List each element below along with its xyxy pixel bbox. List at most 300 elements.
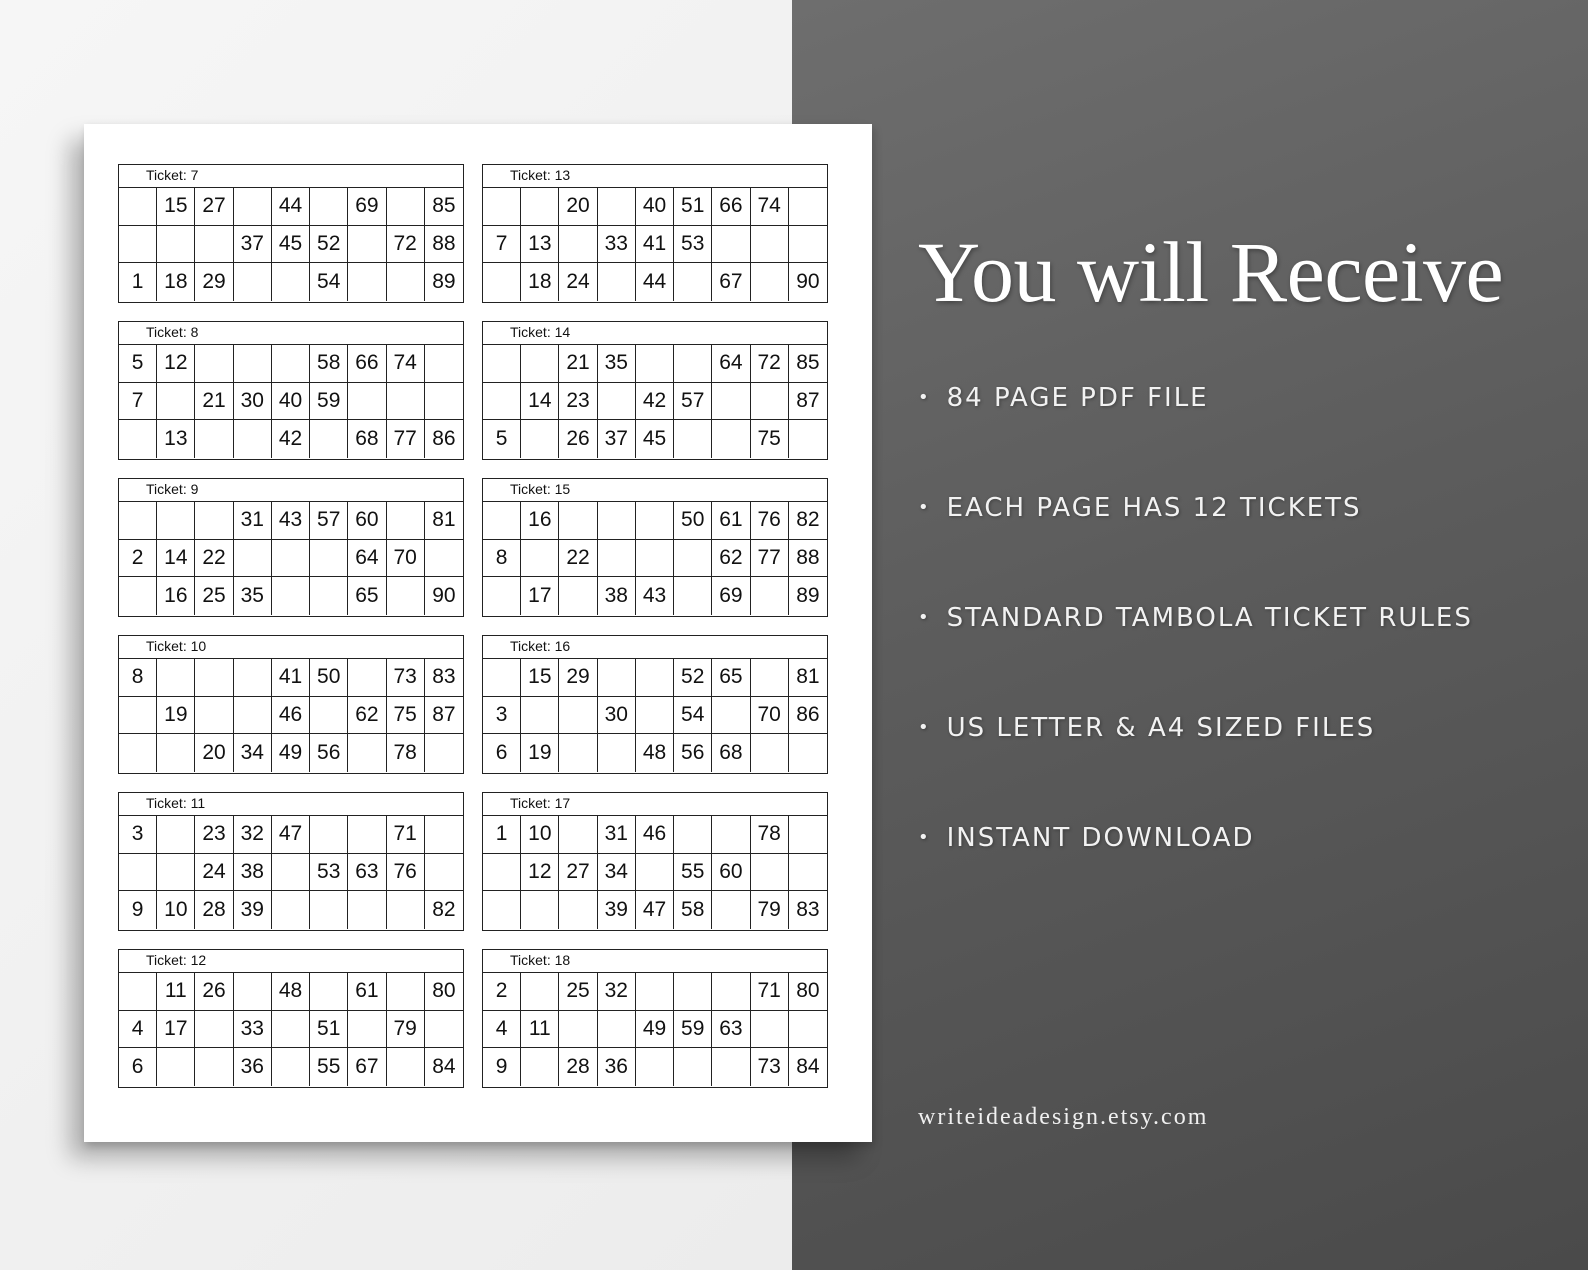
ticket-cell: 83 bbox=[796, 898, 820, 922]
ticket-cell: 67 bbox=[712, 263, 750, 301]
ticket-cell: 9 bbox=[483, 1048, 521, 1086]
ticket-cell: 11 bbox=[157, 973, 195, 1011]
ticket-cell: 60 bbox=[712, 854, 750, 892]
ticket-cell bbox=[598, 1011, 636, 1049]
ticket-cell bbox=[195, 1048, 233, 1086]
ticket-cell bbox=[521, 1048, 559, 1086]
ticket-cell bbox=[598, 263, 636, 301]
ticket-cell bbox=[559, 816, 597, 854]
ticket-cell: 20 bbox=[195, 734, 233, 772]
ticket-cell: 8 bbox=[119, 659, 157, 697]
ticket-cell: 51 bbox=[310, 1011, 348, 1049]
ticket-cell: 57 bbox=[674, 383, 712, 421]
bullet-icon: • bbox=[918, 827, 931, 848]
ticket-cell bbox=[234, 188, 272, 226]
ticket-label: Ticket: 10 bbox=[119, 636, 463, 659]
ticket-cell: 9 bbox=[119, 891, 157, 929]
ticket-cell: 77 bbox=[387, 420, 425, 458]
ticket-cell bbox=[348, 383, 386, 421]
ticket-cell bbox=[234, 263, 272, 301]
ticket-cell bbox=[234, 697, 272, 735]
ticket-cell: 62 bbox=[348, 697, 386, 735]
ticket-cell: 28 bbox=[559, 1048, 597, 1086]
feature-text: STANDARD TAMBOLA TICKET RULES bbox=[946, 603, 1473, 633]
ticket-cell: 89 bbox=[432, 270, 456, 294]
ticket-label: Ticket: 17 bbox=[483, 793, 827, 816]
ticket-cell: 75 bbox=[387, 697, 425, 735]
ticket-cell bbox=[195, 226, 233, 264]
ticket-cell bbox=[310, 973, 348, 1011]
ticket-cell bbox=[483, 659, 521, 697]
ticket-cell: 12 bbox=[521, 854, 559, 892]
ticket-cell bbox=[559, 577, 597, 615]
ticket-cell: 2 bbox=[119, 540, 157, 578]
ticket-cell bbox=[272, 263, 310, 301]
ticket-cell: 17 bbox=[157, 1011, 195, 1049]
ticket-cell bbox=[387, 973, 425, 1011]
ticket-cell: 16 bbox=[157, 577, 195, 615]
feature-text: EACH PAGE HAS 12 TICKETS bbox=[946, 493, 1362, 523]
ticket-cell: 72 bbox=[751, 345, 789, 383]
ticket-cell: 12 bbox=[157, 345, 195, 383]
ticket-cell: 71 bbox=[751, 973, 789, 1011]
ticket-cell: 79 bbox=[751, 891, 789, 929]
ticket-sheet bbox=[84, 124, 872, 1142]
ticket-cell: 33 bbox=[234, 1011, 272, 1049]
ticket-cell: 45 bbox=[636, 420, 674, 458]
ticket-cell: 40 bbox=[272, 383, 310, 421]
ticket-cell: 55 bbox=[310, 1048, 348, 1086]
ticket-grid bbox=[119, 345, 463, 458]
ticket-grid bbox=[119, 973, 463, 1086]
ticket-cell bbox=[348, 1011, 386, 1049]
ticket-cell: 46 bbox=[636, 816, 674, 854]
ticket-cell bbox=[598, 734, 636, 772]
ticket-cell: 37 bbox=[598, 420, 636, 458]
ticket-cell bbox=[310, 188, 348, 226]
ticket-cell bbox=[387, 188, 425, 226]
ticket-cell bbox=[521, 697, 559, 735]
ticket-label: Ticket: 11 bbox=[119, 793, 463, 816]
ticket-cell bbox=[387, 891, 425, 929]
ticket-cell bbox=[483, 383, 521, 421]
ticket-cell: 74 bbox=[751, 188, 789, 226]
ticket-cell bbox=[751, 383, 789, 421]
ticket-cell bbox=[521, 973, 559, 1011]
page-title: You will Receive bbox=[918, 224, 1504, 320]
bullet-icon: • bbox=[918, 717, 931, 738]
ticket-cell: 63 bbox=[712, 1011, 750, 1049]
ticket-cell: 70 bbox=[387, 540, 425, 578]
ticket-cell: 82 bbox=[432, 898, 456, 922]
ticket-card bbox=[482, 164, 828, 303]
ticket-cell bbox=[789, 854, 827, 892]
ticket-cell: 19 bbox=[157, 697, 195, 735]
ticket-cell bbox=[598, 502, 636, 540]
ticket-card bbox=[118, 635, 464, 774]
ticket-cell bbox=[348, 816, 386, 854]
ticket-cell: 37 bbox=[234, 226, 272, 264]
ticket-label: Ticket: 8 bbox=[119, 322, 463, 345]
ticket-cell bbox=[348, 263, 386, 301]
ticket-cell: 38 bbox=[234, 854, 272, 892]
ticket-cell: 61 bbox=[348, 973, 386, 1011]
ticket-cell: 27 bbox=[559, 854, 597, 892]
feature-item bbox=[918, 818, 1255, 858]
ticket-cell: 5 bbox=[119, 345, 157, 383]
ticket-cell: 73 bbox=[387, 659, 425, 697]
ticket-cell bbox=[425, 816, 463, 854]
ticket-cell bbox=[559, 1011, 597, 1049]
ticket-cell: 69 bbox=[348, 188, 386, 226]
ticket-cell bbox=[234, 973, 272, 1011]
ticket-cell: 21 bbox=[195, 383, 233, 421]
ticket-cell bbox=[425, 383, 463, 421]
feature-item bbox=[918, 378, 1209, 418]
ticket-cell: 65 bbox=[348, 577, 386, 615]
ticket-cell: 14 bbox=[157, 540, 195, 578]
ticket-cell: 3 bbox=[483, 697, 521, 735]
ticket-cell bbox=[310, 420, 348, 458]
ticket-cell: 74 bbox=[387, 345, 425, 383]
ticket-grid bbox=[119, 188, 463, 301]
ticket-cell bbox=[636, 697, 674, 735]
ticket-label: Ticket: 16 bbox=[483, 636, 827, 659]
ticket-cell: 67 bbox=[348, 1048, 386, 1086]
ticket-cell: 75 bbox=[751, 420, 789, 458]
ticket-cell bbox=[157, 659, 195, 697]
ticket-cell bbox=[348, 891, 386, 929]
ticket-cell: 65 bbox=[712, 659, 750, 697]
ticket-cell: 39 bbox=[234, 891, 272, 929]
ticket-cell bbox=[598, 383, 636, 421]
ticket-cell bbox=[674, 1048, 712, 1086]
ticket-cell: 55 bbox=[674, 854, 712, 892]
ticket-cell bbox=[119, 188, 157, 226]
ticket-cell bbox=[559, 734, 597, 772]
ticket-cell bbox=[195, 345, 233, 383]
ticket-cell: 1 bbox=[119, 263, 157, 301]
ticket-cell bbox=[157, 502, 195, 540]
ticket-cell bbox=[157, 734, 195, 772]
ticket-cell bbox=[483, 854, 521, 892]
feature-text: INSTANT DOWNLOAD bbox=[946, 823, 1255, 853]
ticket-cell: 61 bbox=[712, 502, 750, 540]
ticket-cell: 48 bbox=[636, 734, 674, 772]
feature-item bbox=[918, 708, 1375, 748]
ticket-cell: 48 bbox=[272, 973, 310, 1011]
ticket-cell: 27 bbox=[195, 188, 233, 226]
ticket-cell bbox=[674, 540, 712, 578]
ticket-cell: 34 bbox=[234, 734, 272, 772]
ticket-cell: 2 bbox=[483, 973, 521, 1011]
ticket-cell bbox=[310, 697, 348, 735]
ticket-cell bbox=[636, 1048, 674, 1086]
ticket-cell bbox=[712, 226, 750, 264]
ticket-cell bbox=[195, 1011, 233, 1049]
ticket-cell: 31 bbox=[598, 816, 636, 854]
ticket-cell bbox=[636, 973, 674, 1011]
ticket-card bbox=[118, 321, 464, 460]
ticket-cell: 1 bbox=[483, 816, 521, 854]
ticket-cell bbox=[559, 502, 597, 540]
ticket-cell: 18 bbox=[521, 263, 559, 301]
ticket-cell bbox=[272, 854, 310, 892]
ticket-cell: 83 bbox=[425, 659, 463, 697]
ticket-cell: 31 bbox=[234, 502, 272, 540]
ticket-cell bbox=[636, 502, 674, 540]
ticket-cell: 14 bbox=[521, 383, 559, 421]
ticket-cell: 30 bbox=[598, 697, 636, 735]
ticket-cell bbox=[636, 540, 674, 578]
ticket-cell: 53 bbox=[310, 854, 348, 892]
ticket-cell: 13 bbox=[521, 226, 559, 264]
ticket-cell bbox=[272, 540, 310, 578]
ticket-cell: 81 bbox=[789, 659, 827, 697]
ticket-cell bbox=[425, 345, 463, 383]
ticket-card bbox=[118, 949, 464, 1088]
ticket-cell bbox=[674, 816, 712, 854]
ticket-cell bbox=[425, 854, 463, 892]
ticket-cell: 52 bbox=[674, 659, 712, 697]
ticket-cell: 32 bbox=[234, 816, 272, 854]
ticket-cell: 81 bbox=[425, 502, 463, 540]
ticket-cell: 76 bbox=[387, 854, 425, 892]
ticket-cell: 19 bbox=[521, 734, 559, 772]
ticket-grid bbox=[119, 659, 463, 772]
bullet-icon: • bbox=[918, 607, 931, 628]
ticket-cell: 28 bbox=[195, 891, 233, 929]
ticket-cell bbox=[712, 1048, 750, 1086]
feature-item bbox=[918, 488, 1362, 528]
ticket-cell bbox=[751, 734, 789, 772]
ticket-cell bbox=[712, 383, 750, 421]
ticket-cell: 84 bbox=[432, 1055, 456, 1079]
ticket-cell: 6 bbox=[119, 1048, 157, 1086]
ticket-cell: 63 bbox=[348, 854, 386, 892]
ticket-cell: 22 bbox=[559, 540, 597, 578]
ticket-cell bbox=[751, 854, 789, 892]
ticket-cell: 56 bbox=[310, 734, 348, 772]
ticket-cell: 7 bbox=[119, 383, 157, 421]
ticket-cell: 88 bbox=[425, 226, 463, 264]
ticket-cell bbox=[348, 734, 386, 772]
ticket-cell: 3 bbox=[119, 816, 157, 854]
ticket-cell bbox=[195, 659, 233, 697]
ticket-cell bbox=[234, 659, 272, 697]
ticket-cell: 68 bbox=[712, 734, 750, 772]
ticket-cell: 71 bbox=[387, 816, 425, 854]
ticket-cell bbox=[636, 854, 674, 892]
ticket-cell bbox=[119, 420, 157, 458]
ticket-cell: 82 bbox=[789, 502, 827, 540]
ticket-cell: 21 bbox=[559, 345, 597, 383]
ticket-label: Ticket: 18 bbox=[483, 950, 827, 973]
ticket-cell: 58 bbox=[674, 891, 712, 929]
ticket-cell bbox=[483, 345, 521, 383]
ticket-cell: 30 bbox=[234, 383, 272, 421]
ticket-cell bbox=[157, 854, 195, 892]
ticket-cell bbox=[157, 383, 195, 421]
ticket-grid bbox=[119, 816, 463, 929]
bullet-icon: • bbox=[918, 387, 931, 408]
ticket-cell bbox=[559, 891, 597, 929]
ticket-cell: 52 bbox=[310, 226, 348, 264]
shop-url[interactable]: writeideadesign.etsy.com bbox=[918, 1104, 1209, 1130]
ticket-cell bbox=[425, 734, 463, 772]
feature-text: 84 PAGE PDF FILE bbox=[946, 383, 1209, 413]
ticket-cell bbox=[789, 1011, 827, 1049]
ticket-cell: 15 bbox=[157, 188, 195, 226]
ticket-cell bbox=[674, 973, 712, 1011]
ticket-cell bbox=[521, 345, 559, 383]
ticket-cell bbox=[521, 188, 559, 226]
ticket-cell: 6 bbox=[483, 734, 521, 772]
ticket-cell: 80 bbox=[425, 973, 463, 1011]
ticket-cell bbox=[521, 540, 559, 578]
ticket-grid bbox=[483, 188, 827, 301]
ticket-cell: 49 bbox=[272, 734, 310, 772]
ticket-cell bbox=[751, 1011, 789, 1049]
ticket-cell bbox=[272, 345, 310, 383]
ticket-cell: 85 bbox=[425, 188, 463, 226]
ticket-cell: 10 bbox=[521, 816, 559, 854]
ticket-cell bbox=[559, 697, 597, 735]
ticket-cell bbox=[387, 1048, 425, 1086]
ticket-cell: 24 bbox=[195, 854, 233, 892]
ticket-cell bbox=[234, 420, 272, 458]
ticket-cell: 44 bbox=[636, 263, 674, 301]
ticket-cell: 64 bbox=[348, 540, 386, 578]
ticket-cell: 39 bbox=[598, 891, 636, 929]
ticket-cell bbox=[348, 226, 386, 264]
ticket-cell: 47 bbox=[272, 816, 310, 854]
ticket-cell bbox=[310, 577, 348, 615]
ticket-cell bbox=[674, 345, 712, 383]
ticket-cell bbox=[310, 540, 348, 578]
ticket-cell bbox=[234, 345, 272, 383]
ticket-cell bbox=[598, 540, 636, 578]
ticket-cell bbox=[674, 577, 712, 615]
ticket-cell bbox=[483, 577, 521, 615]
ticket-cell bbox=[483, 891, 521, 929]
ticket-cell: 18 bbox=[157, 263, 195, 301]
ticket-cell bbox=[272, 577, 310, 615]
ticket-cell: 86 bbox=[789, 697, 827, 735]
ticket-cell bbox=[559, 226, 597, 264]
ticket-cell: 38 bbox=[598, 577, 636, 615]
ticket-cell bbox=[521, 420, 559, 458]
ticket-cell: 17 bbox=[521, 577, 559, 615]
ticket-cell bbox=[157, 226, 195, 264]
ticket-cell: 57 bbox=[310, 502, 348, 540]
ticket-cell bbox=[751, 263, 789, 301]
ticket-cell: 26 bbox=[195, 973, 233, 1011]
ticket-cell: 87 bbox=[425, 697, 463, 735]
ticket-cell bbox=[234, 540, 272, 578]
ticket-cell: 35 bbox=[598, 345, 636, 383]
ticket-cell bbox=[425, 540, 463, 578]
ticket-grid bbox=[483, 973, 827, 1086]
ticket-cell: 36 bbox=[234, 1048, 272, 1086]
ticket-grid bbox=[483, 345, 827, 458]
ticket-cell: 56 bbox=[674, 734, 712, 772]
ticket-cell: 29 bbox=[559, 659, 597, 697]
ticket-cell bbox=[119, 734, 157, 772]
ticket-cell bbox=[272, 1011, 310, 1049]
ticket-cell bbox=[674, 420, 712, 458]
ticket-cell bbox=[751, 226, 789, 264]
ticket-cell bbox=[119, 577, 157, 615]
ticket-cell: 29 bbox=[195, 263, 233, 301]
ticket-cell: 24 bbox=[559, 263, 597, 301]
ticket-cell bbox=[636, 345, 674, 383]
ticket-cell: 88 bbox=[789, 540, 827, 578]
ticket-cell bbox=[598, 659, 636, 697]
ticket-cell: 73 bbox=[751, 1048, 789, 1086]
ticket-cell bbox=[712, 816, 750, 854]
ticket-cell: 33 bbox=[598, 226, 636, 264]
ticket-cell: 22 bbox=[195, 540, 233, 578]
ticket-cell: 72 bbox=[387, 226, 425, 264]
ticket-cell bbox=[674, 263, 712, 301]
ticket-cell: 69 bbox=[712, 577, 750, 615]
ticket-label: Ticket: 12 bbox=[119, 950, 463, 973]
ticket-cell bbox=[310, 891, 348, 929]
ticket-cell bbox=[789, 734, 827, 772]
ticket-cell: 64 bbox=[712, 345, 750, 383]
ticket-cell: 4 bbox=[119, 1011, 157, 1049]
ticket-cell: 36 bbox=[598, 1048, 636, 1086]
ticket-cell bbox=[789, 816, 827, 854]
ticket-cell: 25 bbox=[559, 973, 597, 1011]
ticket-cell: 11 bbox=[521, 1011, 559, 1049]
ticket-cell: 5 bbox=[483, 420, 521, 458]
ticket-card bbox=[482, 949, 828, 1088]
ticket-cell: 16 bbox=[521, 502, 559, 540]
ticket-cell bbox=[310, 816, 348, 854]
ticket-grid bbox=[483, 659, 827, 772]
ticket-cell bbox=[483, 188, 521, 226]
ticket-card bbox=[118, 792, 464, 931]
ticket-cell: 42 bbox=[272, 420, 310, 458]
feature-text: US LETTER & A4 SIZED FILES bbox=[946, 713, 1376, 743]
ticket-cell: 68 bbox=[348, 420, 386, 458]
ticket-cell bbox=[387, 263, 425, 301]
ticket-cell bbox=[195, 697, 233, 735]
ticket-cell: 76 bbox=[751, 502, 789, 540]
ticket-cell bbox=[712, 891, 750, 929]
ticket-cell: 70 bbox=[751, 697, 789, 735]
ticket-cell bbox=[272, 891, 310, 929]
ticket-cell: 10 bbox=[157, 891, 195, 929]
ticket-cell: 46 bbox=[272, 697, 310, 735]
ticket-cell: 49 bbox=[636, 1011, 674, 1049]
ticket-cell: 20 bbox=[559, 188, 597, 226]
ticket-cell: 62 bbox=[712, 540, 750, 578]
ticket-cell: 87 bbox=[789, 383, 827, 421]
ticket-cell: 77 bbox=[751, 540, 789, 578]
ticket-cell: 41 bbox=[272, 659, 310, 697]
ticket-cell: 32 bbox=[598, 973, 636, 1011]
ticket-card bbox=[482, 478, 828, 617]
ticket-cell: 35 bbox=[234, 577, 272, 615]
ticket-cell bbox=[789, 226, 827, 264]
ticket-cell: 42 bbox=[636, 383, 674, 421]
ticket-cell: 4 bbox=[483, 1011, 521, 1049]
ticket-cell bbox=[598, 188, 636, 226]
ticket-cell bbox=[712, 697, 750, 735]
